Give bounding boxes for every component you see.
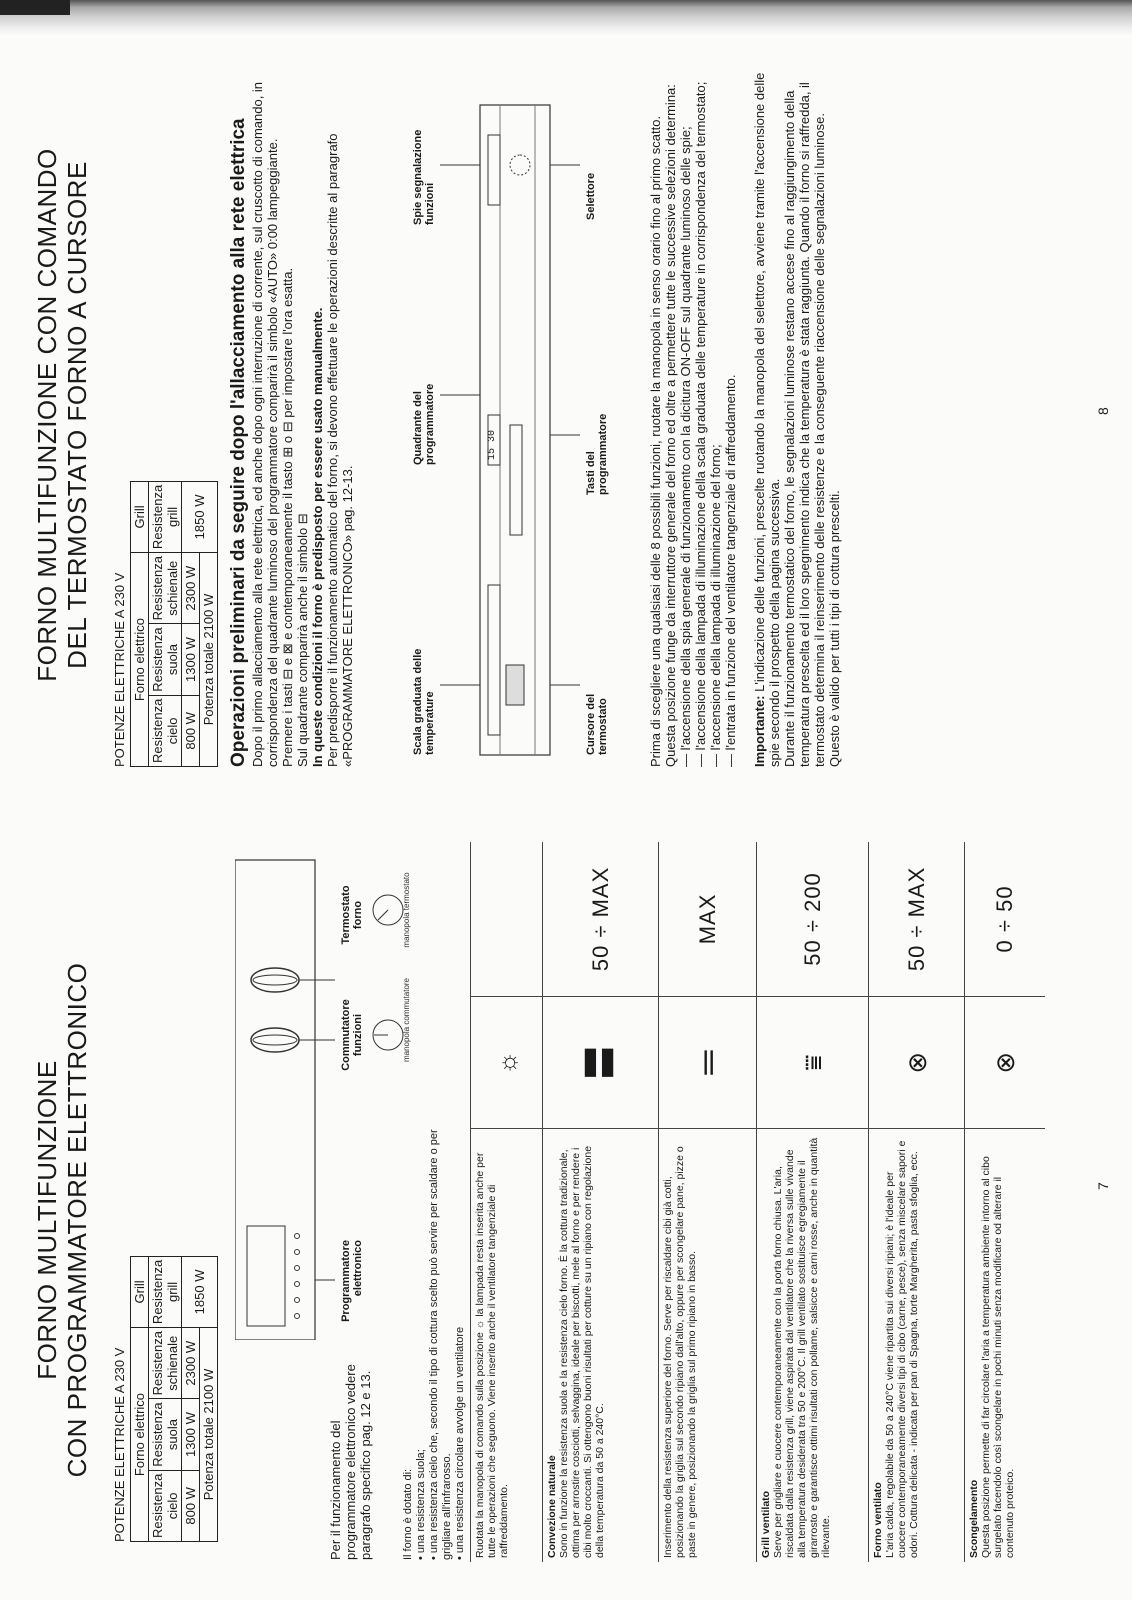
function-symbol: ⊗ xyxy=(965,996,1045,1129)
potenze-label: POTENZE ELETTRICHE A 230 V xyxy=(112,572,127,767)
h-suola: Resistenza suola xyxy=(149,624,182,695)
label-commutatore: Commutatore funzioni xyxy=(340,999,364,1071)
title-line-2: DEL TERMOSTATO FORNO A CURSORE xyxy=(62,161,92,669)
v-cielo: 800 W xyxy=(182,695,200,766)
group-forno: Forno elettrico xyxy=(131,553,149,767)
page-title xyxy=(32,75,92,755)
functions-table xyxy=(470,842,1045,1562)
power-block xyxy=(112,481,218,767)
function-title: Convezione naturale xyxy=(546,1455,558,1558)
label-selettore: Selettore xyxy=(585,172,597,220)
v-grill: 1850 W xyxy=(182,1256,218,1327)
totale: Potenza totale 2100 W xyxy=(200,553,218,767)
function-temp: MAX xyxy=(659,842,757,996)
function-row xyxy=(757,842,869,1562)
importante-text: L'indicazione delle funzioni, prescelte ruotando la manopola del selettore, avviene tramite l'accensione delle spie secondo il prospetto della pagina successiva. xyxy=(752,72,782,767)
page-7 xyxy=(0,810,1132,1600)
totale: Potenza totale 2100 W xyxy=(200,1328,218,1542)
function-row xyxy=(471,842,543,1562)
function-temp: 50 ÷ MAX xyxy=(543,842,659,996)
body-p1: Prima di scegliere una qualsiasi delle 8 possibili funzioni, ruotare la manopola in senso orario fino al primo scatto. xyxy=(648,115,663,767)
prelim-p3: Sul quadrante comparirà anche il simbolo ⊟ xyxy=(295,513,310,767)
programmer-note: Per il funzionamento del programmatore elettronico vedere paragrafo specifico pag. 12 e 13. xyxy=(328,1364,373,1560)
v-schienale: 2300 W xyxy=(182,553,200,624)
label-tasti: Tasti del programmatore xyxy=(585,413,609,495)
label-scala: Scala graduata delle temperature xyxy=(412,648,436,755)
label-cursore: Cursore del termostato xyxy=(585,693,609,755)
group-grill: Grill xyxy=(131,481,149,552)
power-table xyxy=(130,481,218,767)
intro-bullet-3: • una resistenza circolare avvolge un ventilatore xyxy=(454,1326,466,1560)
prelim-p2: Premere i tasti ⊟ e ⊠ e contemporaneamente il tasto ⊞ o ⊟ per impostare l'ora esatta. xyxy=(280,267,295,767)
display-time: 15 30 xyxy=(487,429,498,460)
dash-2: — l'accensione della lampada di illuminazione della scala graduata delle temperature in corrispondenza del termostato; xyxy=(693,81,708,767)
function-text: L'aria calda, regolabile da 50 a 240°C viene ripartita sui diversi ripiani; è l'ideale per cuocere contemporaneamente diversi tipi di cibo (carne, pesce), senza miscelare sapori e odori. Cottura delicata - indicata per pan di Spagna, torte Margherita, pasta sfoglia, ecc. xyxy=(884,1140,920,1558)
title-line-1: FORNO MULTIFUNZIONE xyxy=(32,1060,62,1380)
manopola-termostato: manopola termostato xyxy=(402,872,411,948)
h-schienale: Resistenza schienale xyxy=(149,553,182,624)
page-title xyxy=(32,900,92,1540)
label-termostato: Termostato forno xyxy=(340,885,364,945)
label-quadrante: Quadrante del programmatore xyxy=(412,383,436,465)
function-row xyxy=(869,842,965,1562)
importante-label: Importante: xyxy=(752,695,767,767)
importante-para xyxy=(752,47,782,767)
dash-4: — l'entrata in funzione del ventilatore tangenziale di raffreddamento. xyxy=(723,374,738,767)
function-title: Scongelamento xyxy=(968,1479,980,1558)
scan-edge xyxy=(0,0,1132,37)
function-symbol: ═ xyxy=(659,996,757,1129)
power-table xyxy=(130,1256,218,1542)
function-row xyxy=(965,842,1045,1562)
dash-3: — l'accensione della lampada di illuminazione del forno; xyxy=(708,444,723,767)
v-suola: 1300 W xyxy=(182,1399,200,1470)
function-text: Ruotata la manopola di comando sulla posizione ☼ la lampada resta inserita anche per tutte le operazioni che seguono. Viene inserito anche il ventilatore tangenziale di raffreddamento. xyxy=(474,1152,510,1558)
function-row xyxy=(543,842,659,1562)
h-cielo: Resistenza cielo xyxy=(149,1470,182,1541)
title-line-1: FORNO MULTIFUNZIONE CON COMANDO xyxy=(32,148,62,682)
function-row xyxy=(659,842,757,1562)
group-grill: Grill xyxy=(131,1256,149,1327)
intro-block xyxy=(402,1090,467,1560)
function-temp xyxy=(471,842,543,996)
page-number: 8 xyxy=(1095,407,1111,415)
function-title: Forno ventilato xyxy=(872,1482,884,1558)
scan-edge-dark xyxy=(0,0,70,15)
title-line-2: CON PROGRAMMATORE ELETTRONICO xyxy=(62,962,92,1478)
function-text: Sono in funzione la resistenza suola e la resistenza cielo forno. È la cottura tradizionale, ottima per arrostire cosciotti, selvaggina, ideale per biscotti, mele al forno e per rendere i cibi molto croccanti. Si ottengono buoni risultati per cotture su un ripiano con regolazione della temperatura da 50 a 240°C. xyxy=(558,1145,606,1558)
prelim-section xyxy=(228,47,355,767)
function-temp: 50 ÷ 200 xyxy=(757,842,869,996)
function-symbol: 〓 xyxy=(543,996,659,1129)
body-p4: Questo è valido per tutti i tipi di cottura prescelti. xyxy=(827,490,842,767)
v-grill: 1850 W xyxy=(182,481,218,552)
function-text: Serve per grigliare e cuocere contemporaneamente con la porta forno chiusa. L'aria, riscaldata dalla resistenza grill, viene aspirata dal ventilatore che la riversa sulle vivande alla temperatura desiderata tra 50 e 200°C. Il grill ventilato sostituisce egregiamente il girarrosto e garantisce ottimi risultati con pollame, salsicce e carni rosse, anche in quantità rilevante. xyxy=(772,1137,832,1558)
manopola-commutatore: manopola commutatore xyxy=(402,977,411,1063)
function-symbol: ⩸ xyxy=(757,996,869,1129)
h-schienale: Resistenza schienale xyxy=(149,1328,182,1399)
function-temp: 50 ÷ MAX xyxy=(869,842,965,996)
dash-1: — l'accensione della spia generale di funzionamento con la dicitura ON-OFF sul quadrante luminoso delle spie; xyxy=(678,126,693,767)
page-8 xyxy=(0,35,1132,795)
section-title: Operazioni preliminari da seguire dopo l'allacciamento alla rete elettrica xyxy=(228,118,249,767)
h-grill: Resistenza grill xyxy=(149,481,182,552)
body-p2: Questa posizione funge da interruttore generale del forno ed oltre a permettere tutte le successive selezioni determina: xyxy=(663,84,678,767)
intro-bullet-1: • una resistenza suola; xyxy=(415,1449,427,1560)
label-spie: Spie segnalazione funzioni xyxy=(412,129,436,225)
prelim-p1: Dopo il primo allacciamento alla rete elettrica, ed anche dopo ogni interruzione di corrente, sul cruscotto di comando, in corrispondenza del quadrante luminoso del programmatore comparirà il simbolo «AUTO» 0:00 lampeggiante. xyxy=(250,81,280,767)
v-schienale: 2300 W xyxy=(182,1328,200,1399)
h-grill: Resistenza grill xyxy=(149,1256,182,1327)
body-p3: Durante il funzionamento termostatico del forno, le segnalazioni luminose restano accese fino al raggiungimento della temperatura prescelta ed il loro spegnimento indica che la temperatura è stata raggiunta. Quando il forno si raffredda, il termostato determina il reinserimento delle resistenze e la conseguente riaccensione delle segnalazioni luminose. xyxy=(782,82,827,767)
function-temp: 0 ÷ 50 xyxy=(965,842,1045,996)
function-symbol: ⊗ xyxy=(869,996,965,1129)
page-number: 7 xyxy=(1095,1182,1111,1190)
prelim-p5: Per predisporre il funzionamento automatico del forno, si devono effettuare le operazioni descritte al paragrafo «PROGRAMMATORE ELETTRONICO» pag. 12-13. xyxy=(325,133,355,767)
label-programmatore: Programmatore elettronico xyxy=(340,1240,364,1322)
potenze-label: POTENZE ELETTRICHE A 230 V xyxy=(112,1347,127,1542)
intro-bullet-2: • una resistenza cielo che, secondo il tipo di cottura scelto può servire per scaldare o per grigliare all'infrarosso. xyxy=(428,1129,453,1560)
function-text: Questa posizione permette di far circolare l'aria a temperatura ambiente intorno al cibo surgelato facendolo così scongelare in pochi minuti senza modificare od alterare il contenuto proteico. xyxy=(980,1156,1016,1558)
v-cielo: 800 W xyxy=(182,1470,200,1541)
power-block xyxy=(112,1256,218,1542)
h-suola: Resistenza suola xyxy=(149,1399,182,1470)
function-title: Grill ventilato xyxy=(760,1490,772,1558)
prelim-p4: In queste condizioni il forno è predisposto per essere usato manualmente. xyxy=(310,307,325,767)
function-text: Inserimento della resistenza superiore del forno. Serve per riscaldare cibi già cotti, posizionando la griglia sul secondo ripiano dall'alto, oppure per scongelare pane, pizze o paste in genere, posizionando la griglia sul primo ripiano in basso. xyxy=(662,1146,698,1558)
slider-panel-drawing xyxy=(440,65,590,765)
group-forno: Forno elettrico xyxy=(131,1328,149,1542)
h-cielo: Resistenza cielo xyxy=(149,695,182,766)
function-symbol: ☼ xyxy=(471,996,543,1129)
body-section xyxy=(648,47,842,767)
v-suola: 1300 W xyxy=(182,624,200,695)
intro-line: Il forno è dotato di: xyxy=(402,1468,414,1560)
